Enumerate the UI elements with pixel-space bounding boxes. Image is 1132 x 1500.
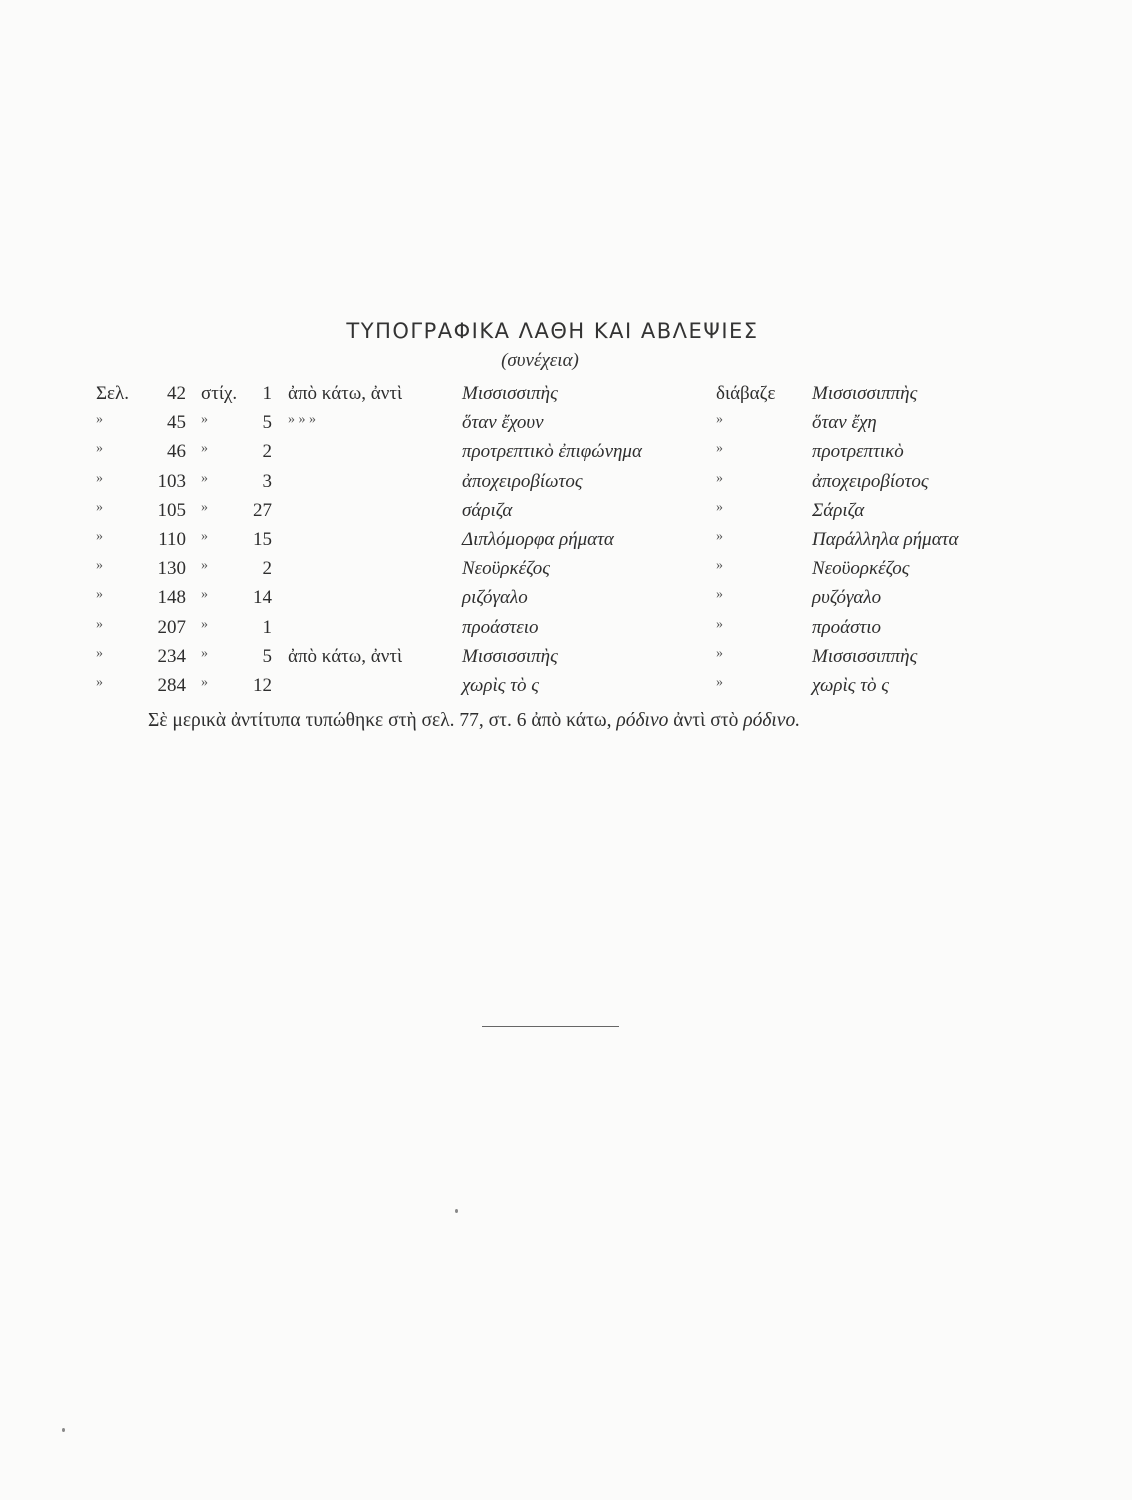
wrong-text: ριζόγαλο xyxy=(462,587,528,609)
page-prefix: » xyxy=(96,675,103,690)
page-title: ΤΥΠΟΓΡΑΦΙΚΑ ΛΑΘΗ ΚΑΙ ΑΒΛΕΨΙΕΣ xyxy=(346,319,759,343)
footnote-text: Σὲ μερικὰ ἀντίτυπα τυπώθηκε στὴ σελ. 77, στ. 6 ἀπὸ κάτω, xyxy=(148,710,612,731)
context-text: » » » xyxy=(288,412,316,428)
correct-text: ἀποχειροβίοτος xyxy=(812,470,929,492)
errata-row xyxy=(0,471,1132,497)
correct-text: Μισσισσιππὴς xyxy=(812,645,918,667)
wrong-text: σάριζα xyxy=(462,499,513,521)
page-number: 42 xyxy=(167,383,186,404)
page-prefix: » xyxy=(96,441,103,457)
read-label: » xyxy=(716,645,723,661)
read-label: » xyxy=(716,441,723,457)
errata-row xyxy=(0,646,1132,672)
line-label: » xyxy=(201,529,208,544)
context-text: ἀπὸ κάτω, ἀντὶ xyxy=(288,383,403,404)
line-number: 1 xyxy=(262,383,272,404)
wrong-text: Μισσισσιπὴς xyxy=(462,645,558,667)
correct-text: χωρὶς τὸ ς xyxy=(812,675,889,696)
wrong-text: Διπλόμορφα ρήματα xyxy=(462,529,614,550)
errata-row xyxy=(0,383,1132,409)
wrong-text: χωρὶς τὸ ς xyxy=(462,675,539,696)
page-prefix: » xyxy=(96,470,103,486)
page-prefix: » xyxy=(96,412,103,428)
line-number: 5 xyxy=(262,645,272,667)
page-number: 234 xyxy=(157,645,186,667)
line-label: » xyxy=(201,675,208,690)
line-number: 14 xyxy=(253,587,272,609)
page-number: 110 xyxy=(158,529,186,550)
footnote-middle: ἀντὶ στὸ xyxy=(673,710,739,731)
scan-speck xyxy=(62,1428,65,1432)
line-number: 5 xyxy=(262,412,272,434)
line-label: » xyxy=(201,499,208,515)
correct-text: προτρεπτικὸ xyxy=(812,441,904,463)
scan-speck xyxy=(455,1209,458,1213)
wrong-text: Νεοϋρκέζος xyxy=(462,558,550,580)
correct-text: προάστιο xyxy=(812,616,882,638)
errata-row xyxy=(0,529,1132,555)
errata-row xyxy=(0,617,1132,643)
footnote xyxy=(148,710,800,732)
errata-row xyxy=(0,558,1132,584)
errata-row xyxy=(0,412,1132,438)
line-number: 27 xyxy=(253,499,272,521)
correct-text: Παράλληλα ρήματα xyxy=(812,529,959,550)
read-label: διάβαζε xyxy=(716,383,776,404)
page-number: 148 xyxy=(157,587,186,609)
line-number: 2 xyxy=(262,441,272,463)
line-number: 15 xyxy=(253,529,272,550)
correct-text: ρυζόγαλο xyxy=(812,587,882,609)
read-label: » xyxy=(716,529,723,544)
read-label: » xyxy=(716,499,723,515)
correct-text: ὅταν ἔχη xyxy=(812,412,877,434)
page-number: 103 xyxy=(157,470,186,492)
wrong-text: ἀποχειροβίωτος xyxy=(462,470,583,492)
page-prefix: » xyxy=(96,645,103,661)
wrong-text: προτρεπτικὸ ἐπιφώνημα xyxy=(462,441,642,463)
line-label: » xyxy=(201,412,208,428)
correct-text: Νεοϋορκέζος xyxy=(812,558,910,580)
page-number: 284 xyxy=(157,675,186,696)
line-label: στίχ. xyxy=(201,383,238,404)
horizontal-rule xyxy=(482,1026,619,1027)
read-label: » xyxy=(716,675,723,690)
page-number: 45 xyxy=(167,412,186,434)
context-text: ἀπὸ κάτω, ἀντὶ xyxy=(288,645,403,667)
page-subtitle: (συνέχεια) xyxy=(501,350,579,371)
line-label: » xyxy=(201,616,208,632)
page-prefix: » xyxy=(96,499,103,515)
footnote-wrong-word: ρόδινο xyxy=(616,710,669,731)
correct-text: Σάριζα xyxy=(812,499,865,521)
line-number: 12 xyxy=(253,675,272,696)
line-label: » xyxy=(201,587,208,603)
errata-row xyxy=(0,441,1132,467)
line-number: 3 xyxy=(262,470,272,492)
errata-row xyxy=(0,675,1132,701)
read-label: » xyxy=(716,412,723,428)
page-prefix: Σελ. xyxy=(96,383,129,404)
correct-text: Μισσισσιππὴς xyxy=(812,383,918,404)
page-prefix: » xyxy=(96,558,103,574)
read-label: » xyxy=(716,470,723,486)
page-number: 105 xyxy=(157,499,186,521)
page-prefix: » xyxy=(96,529,103,544)
line-label: » xyxy=(201,441,208,457)
page-number: 207 xyxy=(157,616,186,638)
line-label: » xyxy=(201,470,208,486)
page-prefix: » xyxy=(96,587,103,603)
read-label: » xyxy=(716,587,723,603)
errata-row xyxy=(0,500,1132,526)
line-label: » xyxy=(201,558,208,574)
page-number: 130 xyxy=(157,558,186,580)
wrong-text: Μισσισσιπὴς xyxy=(462,383,558,404)
page-number: 46 xyxy=(167,441,186,463)
wrong-text: ὅταν ἔχουν xyxy=(462,412,544,434)
footnote-right-word: ρόδινο. xyxy=(743,710,801,731)
page-prefix: » xyxy=(96,616,103,632)
errata-row xyxy=(0,587,1132,613)
read-label: » xyxy=(716,616,723,632)
read-label: » xyxy=(716,558,723,574)
wrong-text: προάστειο xyxy=(462,616,539,638)
line-label: » xyxy=(201,645,208,661)
line-number: 2 xyxy=(262,558,272,580)
line-number: 1 xyxy=(262,616,272,638)
